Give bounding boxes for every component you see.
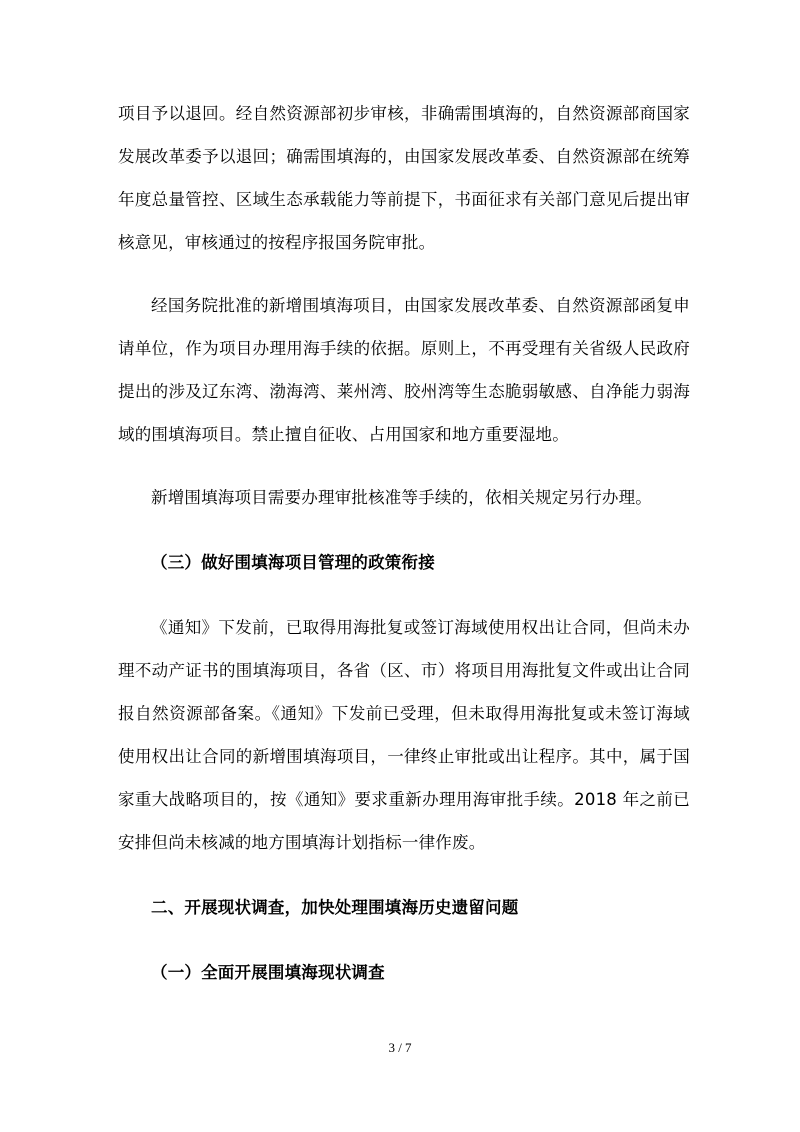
paragraph-1: 项目予以退回。经自然资源部初步审核，非确需围填海的，自然资源部商国家发展改革委予以退回；确需围填海的，由国家发展改革委、自然资源部在统筹年度总量管控、区域生态承载能力等前提下，书面征求有关部门意见后提出审核意见，审核通过的按程序报国务院审批。 (118, 104, 690, 252)
paragraph-2: 经国务院批准的新增围填海项目，由国家发展改革委、自然资源部函复申请单位，作为项目办理用海手续的依据。原则上，不再受理有关省级人民政府提出的涉及辽东湾、渤海湾、莱州湾、胶州湾等生态脆弱敏感、自净能力弱海域的围填海项目。禁止擅自征收、占用国家和地方重要湿地。 (118, 296, 690, 444)
paragraph-spacer (118, 864, 690, 886)
paragraph-spacer (118, 456, 690, 476)
section-heading-three: （三）做好围填海项目管理的政策衔接 (151, 553, 435, 572)
document-body (118, 92, 690, 994)
paragraph-3: 新增围填海项目需要办理审批核准等手续的，依相关规定另行办理。 (151, 488, 652, 507)
paragraph-spacer (118, 584, 690, 606)
paragraph-spacer (118, 264, 690, 284)
section-heading-two: 二、开展现状调查，加快处理围填海历史遗留问题 (151, 898, 519, 917)
paragraph-4: 《通知》下发前，已取得用海批复或签订海域使用权出让合同，但尚未办理不动产证书的围填海项目，各省（区、市）将项目用海批复文件或出让合同报自然资源部备案。《通知》下发前已受理，但未取得用海批复或未签订海域使用权出让合同的新增围填海项目，一律终止审批或出让程序。其中，属于国家重大战略项目的，按《通知》要求重新办理用海审批手续。2018 年之前已安排但尚未核减的地方围填海计划指标一律作废。 (118, 618, 690, 852)
paragraph-spacer (118, 929, 690, 951)
paragraph-spacer (118, 519, 690, 541)
page-number: 3 / 7 (388, 1040, 412, 1055)
section-heading-one: （一）全面开展围填海现状调查 (151, 963, 385, 982)
